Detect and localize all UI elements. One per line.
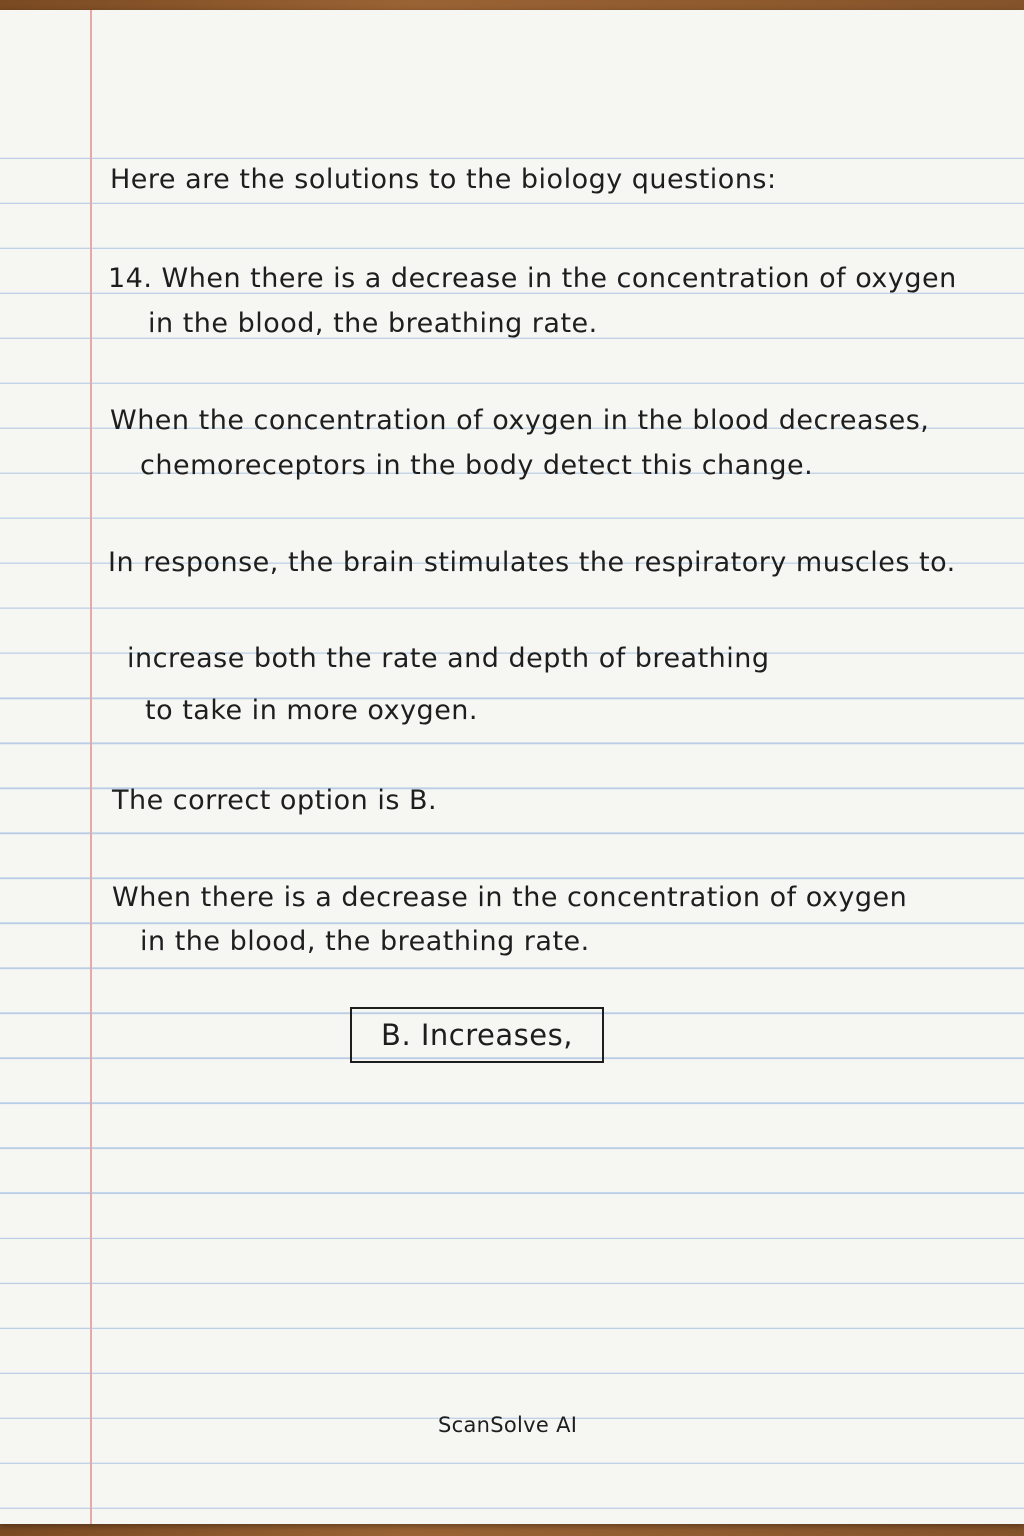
explanation-3-line-1: increase both the rate and depth of breathing (127, 643, 770, 674)
answer-box (350, 1007, 604, 1063)
question-14-line-2: in the blood, the breathing rate. (148, 308, 598, 339)
restatement-line-2: in the blood, the breathing rate. (140, 926, 590, 957)
explanation-1-line-2: chemoreceptors in the body detect this change. (140, 450, 814, 481)
explanation-3-line-2: to take in more oxygen. (145, 695, 478, 726)
correct-option-text: The correct option is B. (112, 785, 438, 816)
notebook-page (0, 10, 1024, 1524)
restatement-line-1: When there is a decrease in the concentration of oxygen (112, 882, 908, 913)
brand-signature: ScanSolve AI (438, 1413, 578, 1437)
explanation-2: In response, the brain stimulates the respiratory muscles to. (108, 547, 956, 578)
question-14-line-1: 14. When there is a decrease in the concentration of oxygen (108, 263, 957, 294)
explanation-1-line-1: When the concentration of oxygen in the blood decreases, (110, 405, 930, 436)
intro-text: Here are the solutions to the biology questions: (110, 164, 777, 195)
margin-line (90, 10, 92, 1524)
answer-text: B. Increases, (381, 1018, 573, 1052)
